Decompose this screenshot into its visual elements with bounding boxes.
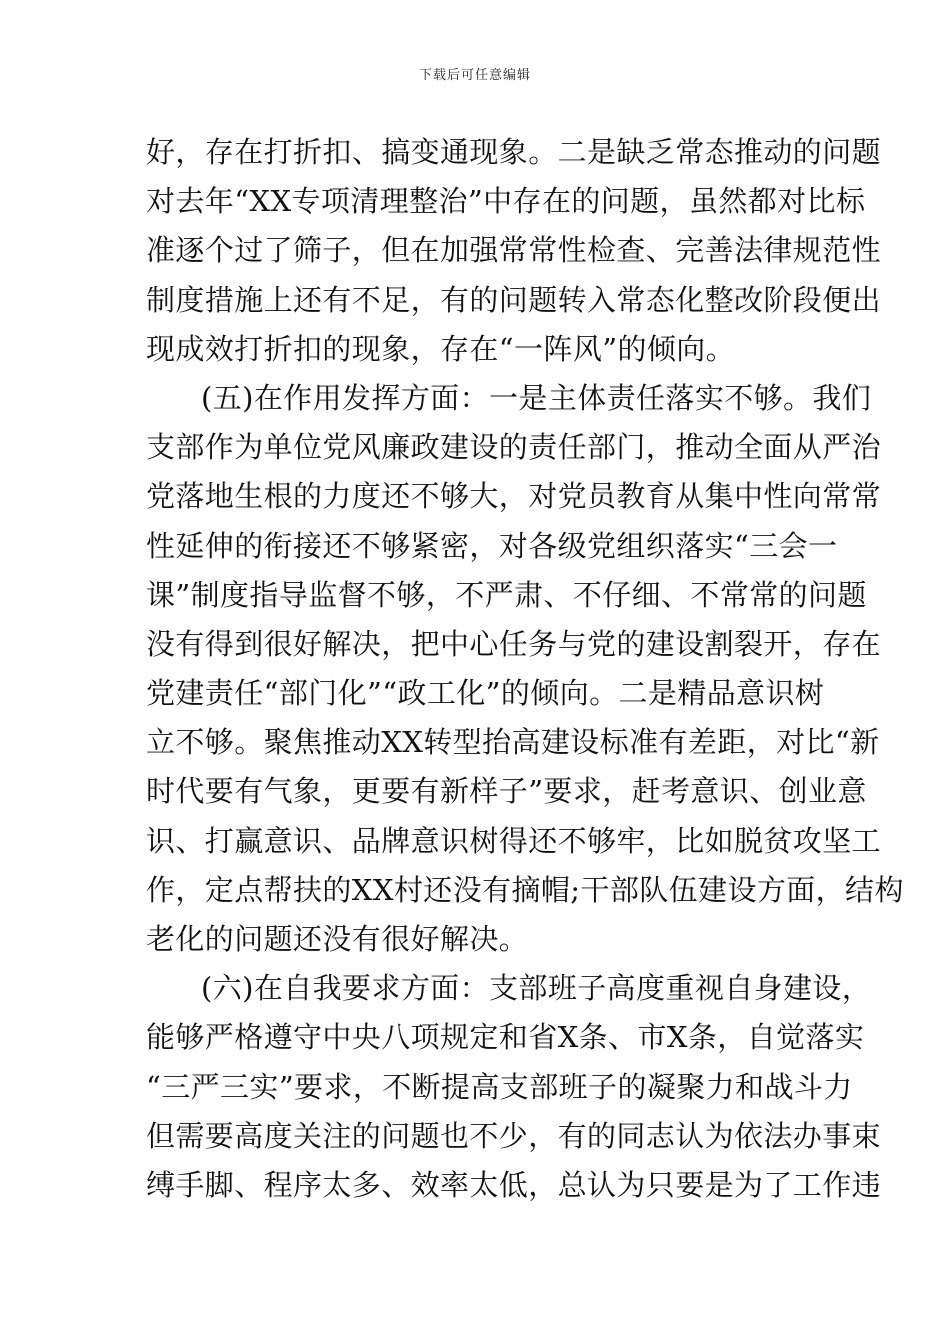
text-line: (五)在作用发挥方面：一是主体责任落实不够。我们: [201, 380, 872, 415]
text-line: 老化的问题还没有很好解决。: [146, 922, 529, 956]
text-line: 制度措施上还有不足，有的问题转入常态化整改阶段便出: [146, 282, 882, 317]
text-line: 能够严格遵守中央八项规定和省X条、市X条，自觉落实: [146, 1020, 865, 1055]
text-line: 作，定点帮扶的XX村还没有摘帽;干部队伍建设方面，结构: [146, 872, 904, 907]
text-line: 党落地生根的力度还不够大，对党员教育从集中性向常常: [146, 479, 882, 514]
text-line: 支部作为单位党风廉政建设的责任部门，推动全面从严治: [146, 430, 882, 465]
text-line: 好，存在打折扣、搞变通现象。二是缺乏常态推动的问题: [146, 135, 882, 169]
text-line: 性延伸的衔接还不够紧密，对各级党组织落实“三会一: [146, 528, 838, 563]
body-text: [146, 128, 904, 1210]
text-line: “三严三实”要求，不断提高支部班子的凝聚力和战斗力: [146, 1069, 853, 1104]
text-line: 识、打赢意识、品牌意识树得还不够牢，比如脱贫攻坚工: [146, 823, 882, 858]
text-line: (六)在自我要求方面：支部班子高度重视自身建设，: [201, 971, 872, 1006]
text-line: 课”制度指导监督不够，不严肃、不仔细、不常常的问题: [146, 577, 867, 612]
text-line: 现成效打折扣的现象，存在“一阵风”的倾向。: [146, 331, 736, 366]
text-line: 准逐个过了筛子，但在加强常常性检查、完善法律规范性: [146, 233, 882, 268]
text-line: 对去年“XX专项清理整治”中存在的问题，虽然都对比标: [146, 184, 866, 219]
text-line: 但需要高度关注的问题也不少，有的同志认为依法办事束: [146, 1118, 882, 1153]
text-line: 缚手脚、程序太多、效率太低，总认为只要是为了工作违: [146, 1167, 882, 1202]
page-header: 下载后可任意编辑: [418, 68, 531, 83]
text-line: 没有得到很好解决，把中心任务与党的建设割裂开，存在: [146, 626, 882, 661]
text-line: 时代要有气象，更要有新样子”要求，赶考意识、创业意: [146, 774, 867, 809]
text-line: 立不够。聚焦推动XX转型抬高建设标准有差距，对比“新: [146, 725, 880, 760]
text-line: 党建责任“部门化”“政工化”的倾向。二是精品意识树: [146, 676, 825, 711]
